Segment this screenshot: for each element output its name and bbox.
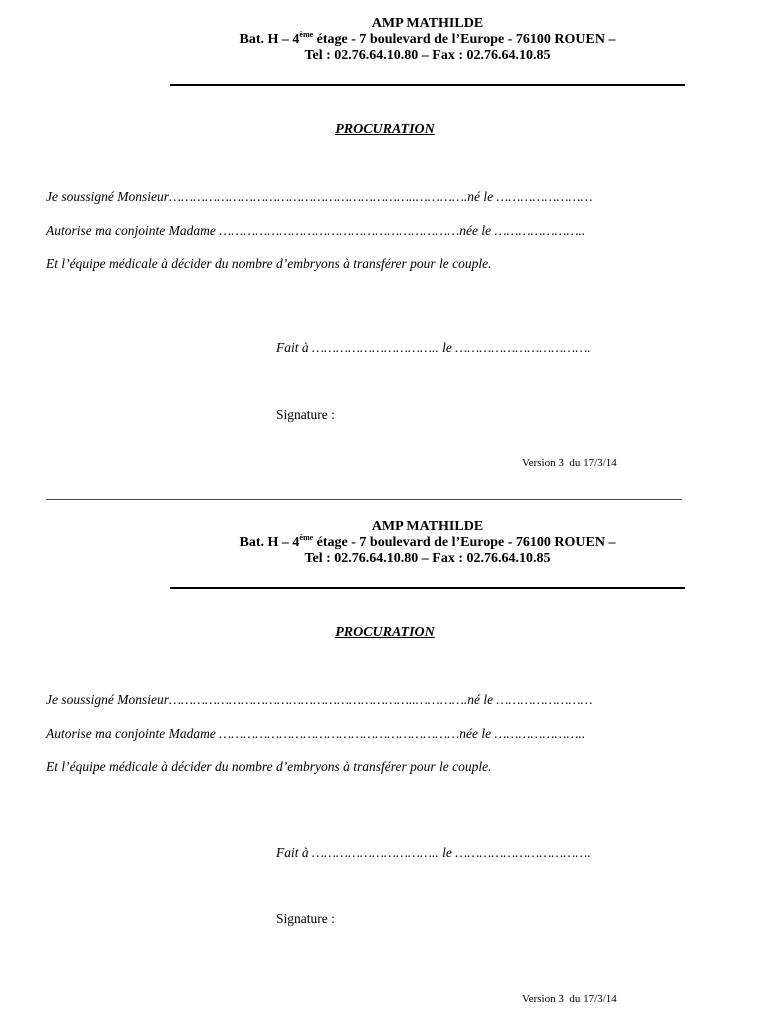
version-label: Version 3 du 17/3/14 <box>522 457 617 469</box>
address-prefix: Bat. H – 4 <box>239 535 300 550</box>
authorization-line: Et l’équipe médicale à décider du nombre d’embryons à transférer pour le couple. <box>46 759 492 774</box>
org-name: AMP MATHILDE <box>371 16 484 31</box>
procuration-form-copy-2 <box>0 503 770 1013</box>
authorization-line: Et l’équipe médicale à décider du nombre d’embryons à transférer pour le couple. <box>46 256 492 271</box>
address-superscript: ème <box>299 533 314 542</box>
document-title: PROCURATION <box>335 122 435 137</box>
document-title: PROCURATION <box>335 625 435 640</box>
letterhead <box>170 519 685 567</box>
header-rule <box>170 84 685 86</box>
procuration-form-copy-1 <box>0 0 770 510</box>
cut-separator <box>46 499 682 500</box>
address <box>170 535 685 551</box>
address <box>170 32 685 48</box>
contact-line: Tel : 02.76.64.10.80 – Fax : 02.76.64.10.85 <box>304 48 551 63</box>
monsieur-line: Je soussigné Monsieur……………………………………………………..………….né le …………………… <box>46 692 593 707</box>
monsieur-line: Je soussigné Monsieur……………………………………………………..………….né le …………………… <box>46 189 593 204</box>
org-name: AMP MATHILDE <box>371 519 484 534</box>
address-prefix: Bat. H – 4 <box>239 32 300 47</box>
address-suffix: étage - 7 boulevard de l’Europe - 76100 ROUEN – <box>313 535 616 550</box>
address-suffix: étage - 7 boulevard de l’Europe - 76100 ROUEN – <box>313 32 616 47</box>
place-date-line: Fait à ………………………….. le ……………………………. <box>276 340 591 355</box>
madame-line: Autorise ma conjointe Madame ……………………………………………………née le ………………….. <box>46 726 586 741</box>
contact-line: Tel : 02.76.64.10.80 – Fax : 02.76.64.10.85 <box>304 551 551 566</box>
signature-label: Signature : <box>276 911 335 926</box>
address-superscript: ème <box>299 30 314 39</box>
letterhead <box>170 16 685 64</box>
madame-line: Autorise ma conjointe Madame ……………………………………………………née le ………………….. <box>46 223 586 238</box>
place-date-line: Fait à ………………………….. le ……………………………. <box>276 845 591 860</box>
signature-label: Signature : <box>276 407 335 422</box>
header-rule <box>170 587 685 589</box>
version-label: Version 3 du 17/3/14 <box>522 993 617 1005</box>
